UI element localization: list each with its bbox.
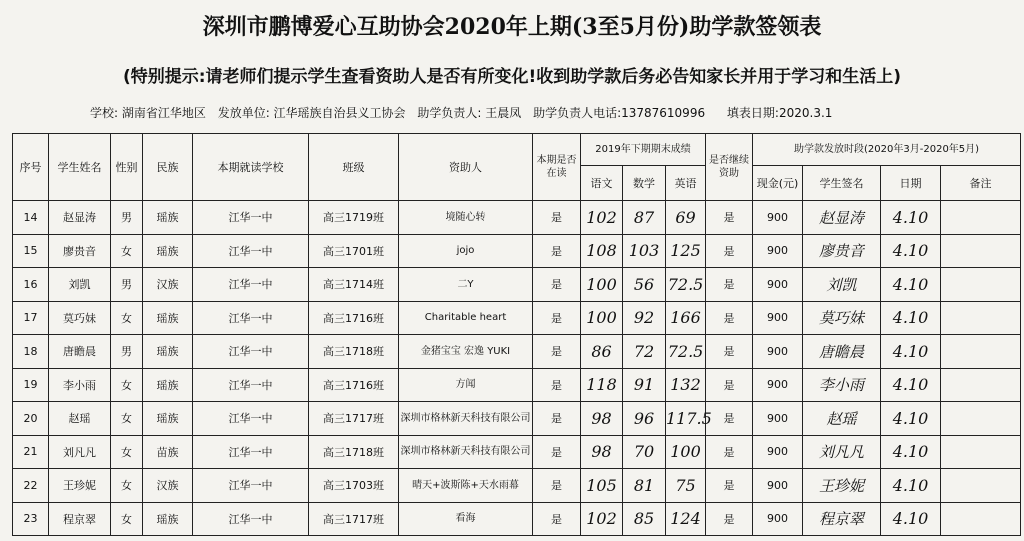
cell-english: 72.5 <box>666 268 706 302</box>
table-row <box>13 201 1021 235</box>
cell-gender: 女 <box>111 234 143 268</box>
manager-info: 助学负责人: 王晨凤 <box>417 106 522 120</box>
cell-class: 高三1719班 <box>309 201 399 235</box>
header-school: 本期就读学校 <box>193 134 309 201</box>
cell-sponsor: 深圳市格林新天科技有限公司 <box>399 435 533 469</box>
cell-math: 92 <box>623 301 666 335</box>
cell-gender: 男 <box>111 335 143 369</box>
cell-school: 江华一中 <box>193 402 309 436</box>
cell-english: 166 <box>666 301 706 335</box>
cell-name: 赵显涛 <box>49 201 111 235</box>
cell-gender: 女 <box>111 502 143 536</box>
fill-date: 填表日期:2020.3.1 <box>726 106 833 120</box>
special-notice: (特别提示:请老师们提示学生查看资助人是否有所变化!收到助学款后务必告知家长并用于学习和生活上) <box>122 67 902 87</box>
cell-enrolled: 是 <box>533 368 581 402</box>
header-enrolled: 本期是否在读 <box>533 134 581 201</box>
cell-gender: 女 <box>111 301 143 335</box>
cell-ethnic: 瑶族 <box>143 502 193 536</box>
cell-english: 72.5 <box>666 335 706 369</box>
cell-remark <box>941 268 1021 302</box>
cell-continue: 是 <box>706 502 753 536</box>
cell-remark <box>941 301 1021 335</box>
cell-date: 4.10 <box>881 234 941 268</box>
cell-signature: 赵瑶 <box>803 402 881 436</box>
cell-sponsor: 金猪宝宝 宏逸 YUKI <box>399 335 533 369</box>
table-row <box>13 234 1021 268</box>
cell-class: 高三1714班 <box>309 268 399 302</box>
cell-gender: 男 <box>111 201 143 235</box>
cell-cash: 900 <box>753 201 803 235</box>
cell-name: 廖贵音 <box>49 234 111 268</box>
cell-no: 17 <box>13 301 49 335</box>
cell-class: 高三1701班 <box>309 234 399 268</box>
cell-class: 高三1718班 <box>309 335 399 369</box>
cell-no: 15 <box>13 234 49 268</box>
sign-table <box>12 133 1021 536</box>
cell-sponsor: 二Y <box>399 268 533 302</box>
cell-chinese: 98 <box>581 435 623 469</box>
cell-school: 江华一中 <box>193 502 309 536</box>
cell-no: 16 <box>13 268 49 302</box>
cell-signature: 赵显涛 <box>803 201 881 235</box>
cell-english: 132 <box>666 368 706 402</box>
table-row <box>13 301 1021 335</box>
cell-math: 103 <box>623 234 666 268</box>
cell-name: 唐瞻晨 <box>49 335 111 369</box>
cell-remark <box>941 368 1021 402</box>
phone-info: 助学负责人电话:13787610996 <box>533 106 706 120</box>
table-row <box>13 335 1021 369</box>
cell-no: 23 <box>13 502 49 536</box>
info-line <box>90 104 840 121</box>
header-scores: 2019年下期期末成绩 <box>581 134 706 166</box>
cell-continue: 是 <box>706 368 753 402</box>
cell-chinese: 105 <box>581 469 623 503</box>
cell-signature: 王珍妮 <box>803 469 881 503</box>
cell-signature: 李小雨 <box>803 368 881 402</box>
cell-chinese: 108 <box>581 234 623 268</box>
cell-name: 李小雨 <box>49 368 111 402</box>
cell-chinese: 102 <box>581 502 623 536</box>
cell-date: 4.10 <box>881 268 941 302</box>
cell-cash: 900 <box>753 402 803 436</box>
cell-enrolled: 是 <box>533 301 581 335</box>
cell-continue: 是 <box>706 301 753 335</box>
cell-signature: 刘凯 <box>803 268 881 302</box>
header-english: 英语 <box>666 166 706 201</box>
cell-date: 4.10 <box>881 435 941 469</box>
cell-gender: 女 <box>111 469 143 503</box>
cell-sponsor: 深圳市格林新天科技有限公司 <box>399 402 533 436</box>
cell-signature: 廖贵音 <box>803 234 881 268</box>
header-signature: 学生签名 <box>803 166 881 201</box>
cell-class: 高三1718班 <box>309 435 399 469</box>
cell-math: 96 <box>623 402 666 436</box>
cell-cash: 900 <box>753 301 803 335</box>
cell-date: 4.10 <box>881 368 941 402</box>
cell-english: 117.5 <box>666 402 706 436</box>
cell-school: 江华一中 <box>193 201 309 235</box>
cell-gender: 女 <box>111 368 143 402</box>
cell-continue: 是 <box>706 234 753 268</box>
table-row <box>13 502 1021 536</box>
cell-school: 江华一中 <box>193 301 309 335</box>
table-row <box>13 402 1021 436</box>
cell-ethnic: 瑶族 <box>143 301 193 335</box>
cell-date: 4.10 <box>881 335 941 369</box>
cell-enrolled: 是 <box>533 435 581 469</box>
cell-ethnic: 瑶族 <box>143 335 193 369</box>
cell-cash: 900 <box>753 234 803 268</box>
cell-enrolled: 是 <box>533 402 581 436</box>
cell-chinese: 98 <box>581 402 623 436</box>
cell-name: 莫巧妹 <box>49 301 111 335</box>
cell-chinese: 100 <box>581 268 623 302</box>
cell-school: 江华一中 <box>193 268 309 302</box>
cell-class: 高三1717班 <box>309 402 399 436</box>
cell-english: 75 <box>666 469 706 503</box>
cell-ethnic: 汉族 <box>143 268 193 302</box>
cell-no: 21 <box>13 435 49 469</box>
cell-signature: 程京翠 <box>803 502 881 536</box>
cell-cash: 900 <box>753 368 803 402</box>
cell-gender: 男 <box>111 268 143 302</box>
cell-math: 87 <box>623 201 666 235</box>
table-row <box>13 268 1021 302</box>
cell-no: 20 <box>13 402 49 436</box>
document-title: 深圳市鹏博爱心互助协会2020年上期(3至5月份)助学款签领表 <box>202 14 822 40</box>
cell-cash: 900 <box>753 435 803 469</box>
cell-remark <box>941 469 1021 503</box>
cell-school: 江华一中 <box>193 335 309 369</box>
cell-enrolled: 是 <box>533 234 581 268</box>
cell-cash: 900 <box>753 335 803 369</box>
cell-signature: 刘凡凡 <box>803 435 881 469</box>
school-info: 学校: 湖南省江华地区 <box>90 106 206 120</box>
cell-enrolled: 是 <box>533 335 581 369</box>
header-name: 学生姓名 <box>49 134 111 201</box>
header-remark: 备注 <box>941 166 1021 201</box>
cell-school: 江华一中 <box>193 469 309 503</box>
cell-math: 56 <box>623 268 666 302</box>
cell-name: 赵瑶 <box>49 402 111 436</box>
cell-remark <box>941 201 1021 235</box>
cell-math: 70 <box>623 435 666 469</box>
cell-sponsor: jojo <box>399 234 533 268</box>
cell-cash: 900 <box>753 469 803 503</box>
issuer-info: 发放单位: 江华瑶族自治县义工协会 <box>217 106 406 120</box>
cell-math: 85 <box>623 502 666 536</box>
cell-signature: 莫巧妹 <box>803 301 881 335</box>
cell-name: 刘凡凡 <box>49 435 111 469</box>
cell-no: 18 <box>13 335 49 369</box>
cell-date: 4.10 <box>881 469 941 503</box>
cell-continue: 是 <box>706 402 753 436</box>
cell-date: 4.10 <box>881 402 941 436</box>
cell-gender: 女 <box>111 402 143 436</box>
cell-gender: 女 <box>111 435 143 469</box>
cell-school: 江华一中 <box>193 368 309 402</box>
cell-cash: 900 <box>753 502 803 536</box>
cell-chinese: 102 <box>581 201 623 235</box>
cell-english: 125 <box>666 234 706 268</box>
cell-name: 王珍妮 <box>49 469 111 503</box>
cell-remark <box>941 502 1021 536</box>
cell-date: 4.10 <box>881 301 941 335</box>
cell-enrolled: 是 <box>533 502 581 536</box>
cell-math: 91 <box>623 368 666 402</box>
cell-continue: 是 <box>706 335 753 369</box>
cell-chinese: 118 <box>581 368 623 402</box>
header-date: 日期 <box>881 166 941 201</box>
cell-no: 22 <box>13 469 49 503</box>
header-continue: 是否继续资助 <box>706 134 753 201</box>
header-math: 数学 <box>623 166 666 201</box>
table-row <box>13 368 1021 402</box>
cell-enrolled: 是 <box>533 469 581 503</box>
cell-name: 刘凯 <box>49 268 111 302</box>
cell-english: 100 <box>666 435 706 469</box>
cell-enrolled: 是 <box>533 201 581 235</box>
cell-signature: 唐瞻晨 <box>803 335 881 369</box>
cell-name: 程京翠 <box>49 502 111 536</box>
cell-ethnic: 瑶族 <box>143 201 193 235</box>
cell-school: 江华一中 <box>193 234 309 268</box>
cell-class: 高三1717班 <box>309 502 399 536</box>
header-chinese: 语文 <box>581 166 623 201</box>
table-row <box>13 469 1021 503</box>
cell-ethnic: 瑶族 <box>143 368 193 402</box>
header-period: 助学款发放时段(2020年3月-2020年5月) <box>753 134 1021 166</box>
cell-ethnic: 汉族 <box>143 469 193 503</box>
cell-english: 69 <box>666 201 706 235</box>
cell-remark <box>941 435 1021 469</box>
cell-sponsor: Charitable heart <box>399 301 533 335</box>
cell-continue: 是 <box>706 201 753 235</box>
cell-ethnic: 苗族 <box>143 435 193 469</box>
cell-no: 19 <box>13 368 49 402</box>
cell-no: 14 <box>13 201 49 235</box>
cell-chinese: 100 <box>581 301 623 335</box>
cell-enrolled: 是 <box>533 268 581 302</box>
cell-class: 高三1716班 <box>309 368 399 402</box>
header-ethnic: 民族 <box>143 134 193 201</box>
cell-ethnic: 瑶族 <box>143 402 193 436</box>
cell-remark <box>941 402 1021 436</box>
cell-school: 江华一中 <box>193 435 309 469</box>
cell-chinese: 86 <box>581 335 623 369</box>
cell-sponsor: 境随心转 <box>399 201 533 235</box>
header-cash: 现金(元) <box>753 166 803 201</box>
cell-date: 4.10 <box>881 201 941 235</box>
cell-sponsor: 看海 <box>399 502 533 536</box>
cell-continue: 是 <box>706 435 753 469</box>
header-gender: 性别 <box>111 134 143 201</box>
cell-sponsor: 晴天+波斯陈+天水雨幕 <box>399 469 533 503</box>
cell-date: 4.10 <box>881 502 941 536</box>
cell-math: 81 <box>623 469 666 503</box>
cell-ethnic: 瑶族 <box>143 234 193 268</box>
cell-continue: 是 <box>706 268 753 302</box>
cell-sponsor: 方闻 <box>399 368 533 402</box>
table-row <box>13 435 1021 469</box>
cell-remark <box>941 335 1021 369</box>
header-no: 序号 <box>13 134 49 201</box>
cell-math: 72 <box>623 335 666 369</box>
cell-english: 124 <box>666 502 706 536</box>
header-sponsor: 资助人 <box>399 134 533 201</box>
cell-continue: 是 <box>706 469 753 503</box>
cell-class: 高三1703班 <box>309 469 399 503</box>
cell-remark <box>941 234 1021 268</box>
header-class: 班级 <box>309 134 399 201</box>
cell-cash: 900 <box>753 268 803 302</box>
cell-class: 高三1716班 <box>309 301 399 335</box>
